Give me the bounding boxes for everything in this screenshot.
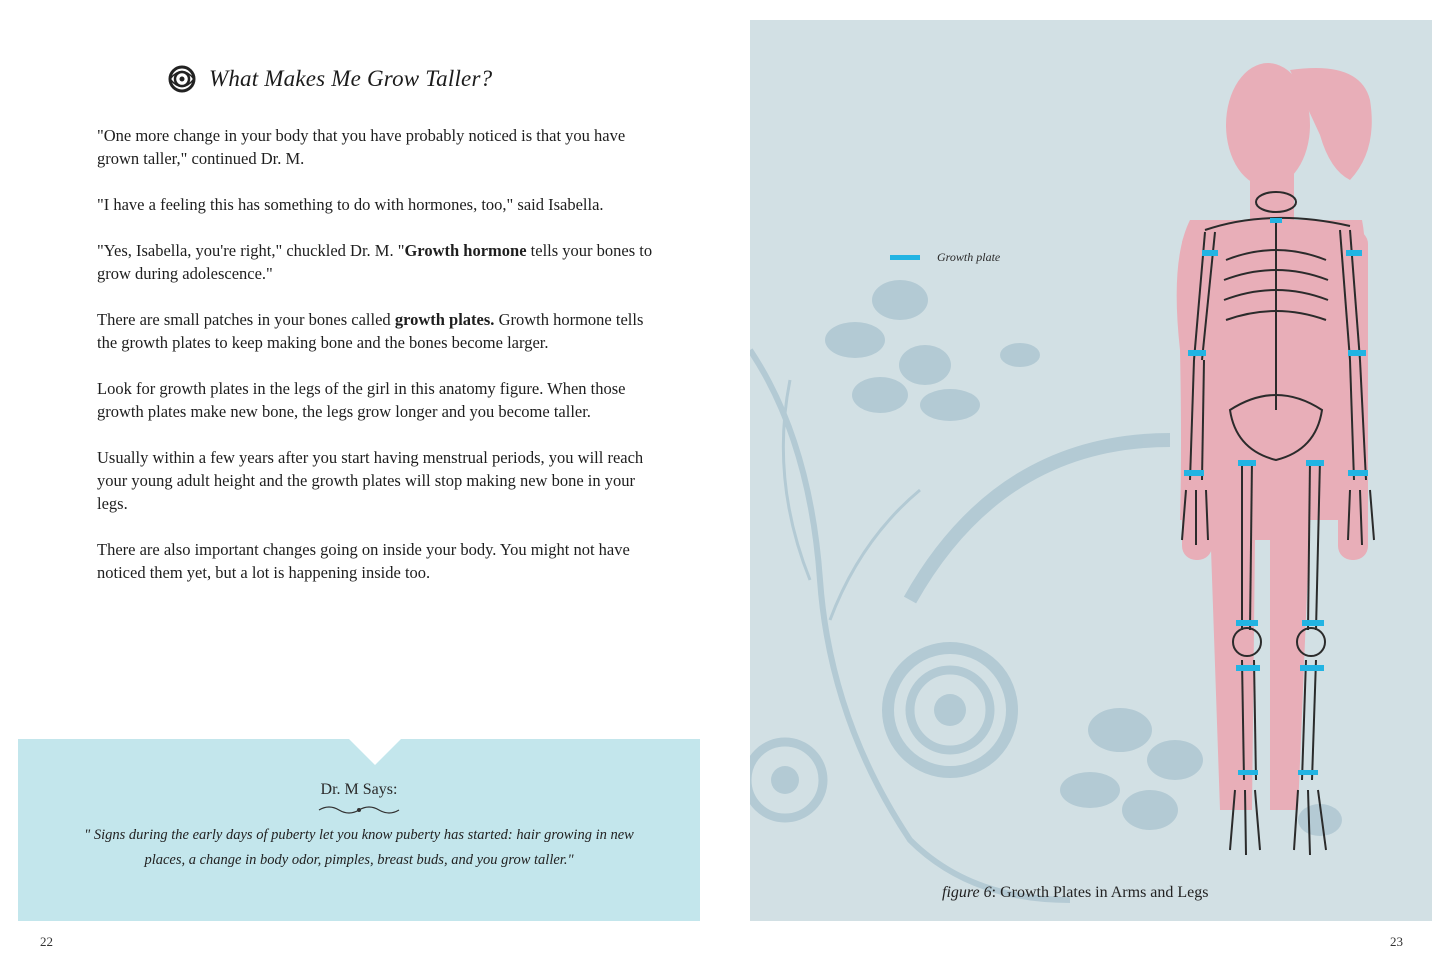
rose-icon bbox=[165, 62, 199, 96]
legend-label: Growth plate bbox=[937, 250, 1001, 264]
paragraph-text: Look for growth plates in the legs of the girl in this anatomy figure. When those growth plates make new bone, the legs grow longer and you become taller. bbox=[97, 379, 626, 421]
girl-silhouette bbox=[1177, 63, 1372, 810]
growth-plate-swatch bbox=[890, 255, 920, 260]
callout-title: Dr. M Says: bbox=[320, 781, 398, 798]
flourish-icon bbox=[317, 803, 401, 817]
figure-legend bbox=[890, 250, 1000, 265]
paragraph-text: "Yes, Isabella, you're right," chuckled Dr. M. " bbox=[97, 241, 405, 260]
paragraph-text: "I have a feeling this has something to do with hormones, too," said Isabella. bbox=[97, 195, 604, 214]
dr-m-says-callout bbox=[18, 739, 700, 921]
callout-quote: " Signs during the early days of puberty let you know puberty has started: hair growing in new places, a change in body odor, pimples, breast buds, and you grow taller." bbox=[84, 827, 634, 868]
paragraph-text: Growth hormone tells the growth plates to keep making bone and the bones become larger. bbox=[97, 310, 644, 352]
paragraph-text: tells your bones to grow during adolescence." bbox=[97, 241, 653, 283]
bold-term: Growth hormone bbox=[404, 241, 527, 260]
paragraph-text: There are small patches in your bones called bbox=[97, 310, 395, 329]
page-title: What Makes Me Grow Taller? bbox=[209, 66, 493, 91]
paragraph bbox=[97, 377, 657, 423]
paragraph bbox=[97, 124, 657, 170]
bold-term: growth plates. bbox=[394, 310, 495, 329]
paragraph bbox=[97, 308, 657, 354]
figure-caption bbox=[942, 884, 1209, 902]
paragraph-text: Usually within a few years after you start having menstrual periods, you will reach your young adult height and the growth plates will stop making new bone in your legs. bbox=[97, 448, 644, 513]
paragraph bbox=[97, 239, 657, 285]
paragraph bbox=[97, 193, 657, 216]
callout-notch bbox=[348, 738, 402, 765]
anatomy-figure bbox=[750, 20, 1432, 921]
paragraph-text: There are also important changes going on inside your body. You might not have noticed them yet, but a lot is happening inside too. bbox=[97, 540, 630, 582]
body-text bbox=[97, 124, 657, 607]
paragraph bbox=[97, 446, 657, 515]
section-heading bbox=[165, 62, 492, 96]
figure-caption-text: : Growth Plates in Arms and Legs bbox=[991, 884, 1209, 901]
page-number-left: 22 bbox=[40, 934, 53, 949]
page-number-right: 23 bbox=[1390, 934, 1403, 949]
figure-number: figure 6 bbox=[942, 884, 992, 901]
left-page bbox=[0, 0, 722, 967]
paragraph-text: "One more change in your body that you have probably noticed is that you have grown taller," continued Dr. M. bbox=[97, 126, 626, 168]
anatomy-illustration bbox=[750, 20, 1432, 921]
paragraph bbox=[97, 538, 657, 584]
